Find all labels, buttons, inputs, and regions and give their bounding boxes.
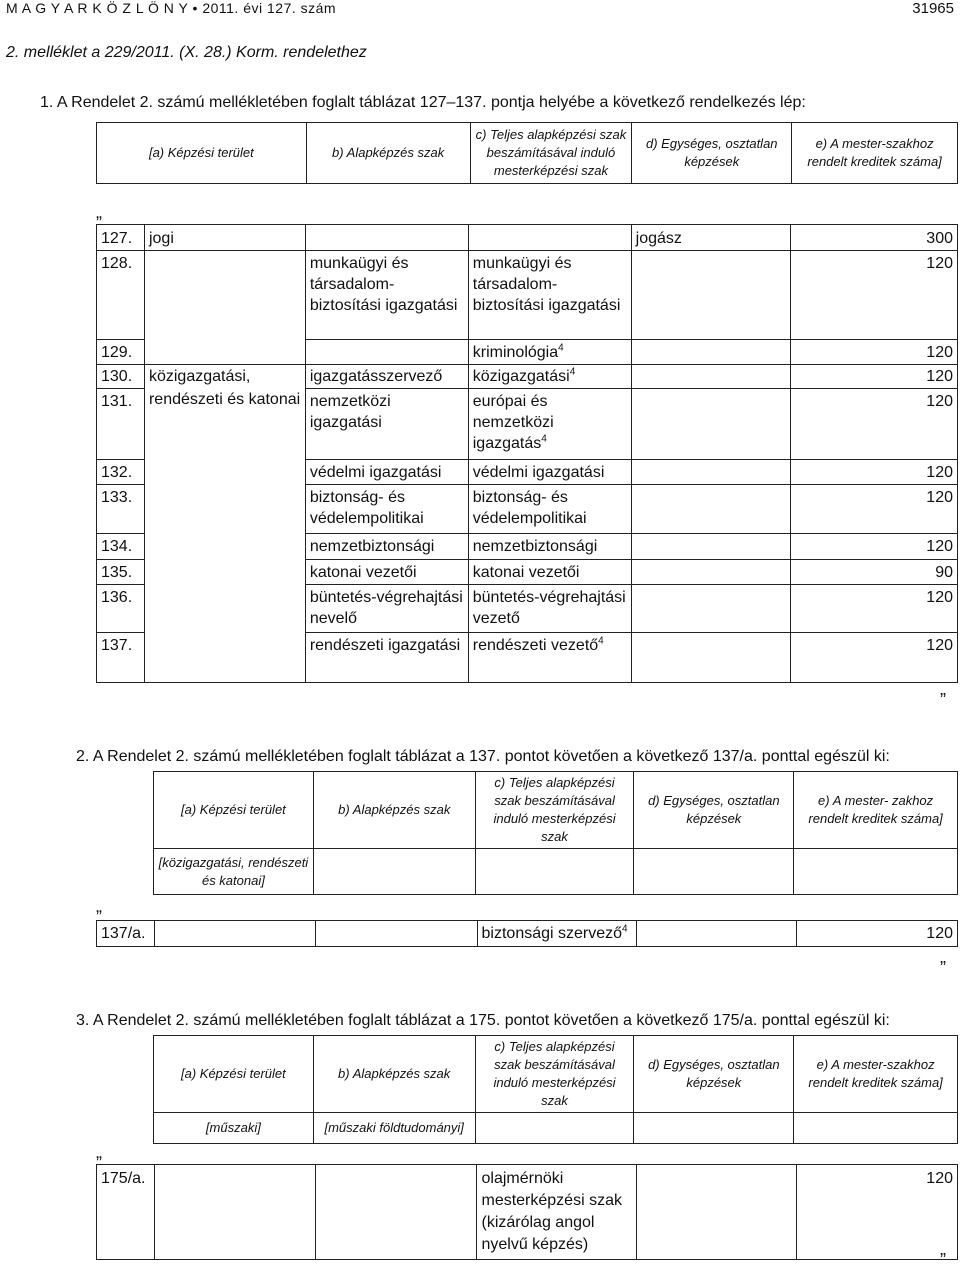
cell-integrated xyxy=(631,560,791,585)
section2-text: 2. A Rendelet 2. számú mellékletében foglalt táblázat a 137. pontot követően a következő 137/a. ponttal egészül ki: xyxy=(76,748,890,765)
row-number: 137/a. xyxy=(97,921,155,947)
cell-bachelor: nemzetbiztonsági xyxy=(305,534,468,560)
row-number: 137. xyxy=(97,633,145,683)
context-empty xyxy=(794,1113,958,1144)
header-col-b: b) Alapképzés szak xyxy=(313,772,475,849)
page-number: 31965 xyxy=(912,0,954,17)
cell-credits: 120 xyxy=(791,633,958,683)
cell-bachelor: büntetés-végrehajtási nevelő xyxy=(305,585,468,633)
close-quote: ” xyxy=(940,690,946,710)
section3-text: 3. A Rendelet 2. számú mellékletében foglalt táblázat a 175. pontot követően a következő 175/a. ponttal egészül ki: xyxy=(76,1012,890,1029)
cell-empty xyxy=(154,1165,315,1260)
footnote-ref: 4 xyxy=(569,366,576,378)
header-col-c: c) Teljes alapképzési szak beszámításával induló mesterképzési szak xyxy=(470,123,632,184)
cell-credits: 120 xyxy=(791,340,958,365)
cell-credits: 120 xyxy=(791,389,958,460)
cell-master xyxy=(468,365,631,389)
row-number: 128. xyxy=(97,251,145,340)
cell-credits: 120 xyxy=(791,365,958,389)
cell-field xyxy=(144,585,305,633)
header-col-b: b) Alapképzés szak xyxy=(306,123,470,184)
table-row xyxy=(97,921,958,947)
cell-integrated xyxy=(631,633,791,683)
cell-empty xyxy=(315,921,477,947)
context-empty xyxy=(313,849,475,895)
header-col-c: c) Teljes alapképzési szak beszámításával induló mesterképzési szak xyxy=(475,772,634,849)
section3-header-table xyxy=(153,1035,958,1144)
cell-credits: 120 xyxy=(797,921,958,947)
section3-data-table xyxy=(96,1164,958,1260)
cell-integrated xyxy=(631,585,791,633)
header-col-d: d) Egységes, osztatlan képzések xyxy=(634,772,794,849)
cell-field: rendészeti és katonai xyxy=(144,389,305,460)
open-quote: „ xyxy=(96,896,102,916)
cell-integrated xyxy=(637,1165,797,1260)
row-number: 135. xyxy=(97,560,145,585)
cell-master xyxy=(477,921,637,947)
context-bachelor: [műszaki földtudományi] xyxy=(313,1113,475,1144)
cell-integrated xyxy=(631,389,791,460)
row-number: 136. xyxy=(97,585,145,633)
cell-integrated xyxy=(637,921,797,947)
cell-credits: 120 xyxy=(791,585,958,633)
row-number: 175/a. xyxy=(97,1165,155,1260)
master-name: rendészeti vezető xyxy=(472,637,599,654)
row-number: 129. xyxy=(97,340,145,365)
cell-master: munkaügyi és társadalom-biztosítási igazgatási xyxy=(468,251,631,340)
section1-text: 1. A Rendelet 2. számú mellékletében foglalt táblázat 127–137. pontja helyébe a következő rendelkezés lép: xyxy=(40,94,806,111)
cell-credits: 120 xyxy=(791,251,958,340)
cell-empty xyxy=(315,1165,477,1260)
cell-credits: 300 xyxy=(791,225,958,251)
header-col-a: [a) Képzési terület xyxy=(154,772,314,849)
cell-credits: 90 xyxy=(791,560,958,585)
cell-field: jogi xyxy=(144,225,305,251)
header-col-d: d) Egységes, osztatlan képzések xyxy=(634,1036,794,1113)
cell-credits: 120 xyxy=(791,460,958,485)
cell-bachelor: igazgatásszervező xyxy=(305,365,468,389)
cell-bachelor: rendészeti igazgatási xyxy=(305,633,468,683)
cell-integrated xyxy=(631,460,791,485)
header-bullet: • xyxy=(192,0,198,16)
journal-header xyxy=(6,0,336,16)
row-number: 131. xyxy=(97,389,145,460)
cell-master: büntetés-végrehajtási vezető xyxy=(468,585,631,633)
cell-field xyxy=(144,560,305,585)
table-row xyxy=(97,340,958,365)
master-name: európai és nemzetközi igazgatás xyxy=(472,393,554,452)
row-number: 133. xyxy=(97,485,145,534)
row-number: 127. xyxy=(97,225,145,251)
cell-bachelor: katonai vezetői xyxy=(305,560,468,585)
context-empty xyxy=(634,849,794,895)
master-name: közigazgatási xyxy=(472,368,570,385)
header-col-e: e) A mester-szakhoz rendelt kreditek száma] xyxy=(792,123,958,184)
cell-master: olajmérnöki mesterképzési szak (kizárólag angol nyelvű képzés) xyxy=(477,1165,637,1260)
table-row xyxy=(97,389,958,460)
master-name: biztonsági szervező xyxy=(481,925,623,942)
header-col-d: d) Egységes, osztatlan képzések xyxy=(632,123,792,184)
header-col-a: [a) Képzési terület xyxy=(154,1036,314,1113)
cell-credits: 120 xyxy=(797,1165,958,1260)
table-row xyxy=(97,1165,958,1260)
section1-data-table xyxy=(96,224,958,683)
header-col-b: b) Alapképzés szak xyxy=(313,1036,475,1113)
cell-bachelor: nemzetközi igazgatási xyxy=(305,389,468,460)
cell-bachelor: munkaügyi és társadalom-biztosítási igazgatási xyxy=(305,251,468,340)
section2-data-table xyxy=(96,920,958,947)
journal-name: M A G Y A R K Ö Z L Ö N Y xyxy=(6,0,189,16)
context-empty xyxy=(794,849,958,895)
cell-credits: 120 xyxy=(791,534,958,560)
master-name: kriminológia xyxy=(472,344,559,361)
row-number: 130. xyxy=(97,365,145,389)
table-row xyxy=(97,534,958,560)
header-col-e: e) A mester-szakhoz rendelt kreditek száma] xyxy=(794,1036,958,1113)
annex-title: 2. melléklet a 229/2011. (X. 28.) Korm. rendelethez xyxy=(6,44,367,61)
cell-bachelor: biztonság- és védelempolitikai xyxy=(305,485,468,534)
cell-field xyxy=(144,251,305,340)
open-quote: „ xyxy=(96,1142,102,1162)
cell-integrated xyxy=(631,365,791,389)
footnote-ref: 4 xyxy=(598,635,604,647)
issue-label: 2011. évi 127. szám xyxy=(202,0,337,16)
context-field: [közigazgatási, rendészeti és katonai] xyxy=(154,849,314,895)
footnote-ref: 4 xyxy=(558,342,564,354)
cell-master xyxy=(468,225,631,251)
section1-header-table xyxy=(96,122,958,184)
cell-master: nemzetbiztonsági xyxy=(468,534,631,560)
cell-field xyxy=(144,534,305,560)
cell-master xyxy=(468,389,631,460)
table-row xyxy=(97,460,958,485)
context-field: [műszaki] xyxy=(154,1113,314,1144)
close-quote: ” xyxy=(940,1250,946,1270)
table-row xyxy=(97,251,958,340)
table-row xyxy=(97,585,958,633)
cell-bachelor xyxy=(154,921,315,947)
cell-integrated xyxy=(631,251,791,340)
cell-master xyxy=(468,340,631,365)
cell-field xyxy=(144,340,305,365)
table-row xyxy=(97,560,958,585)
section2-header-table xyxy=(153,771,958,895)
cell-bachelor xyxy=(305,225,468,251)
cell-bachelor xyxy=(305,340,468,365)
header-col-e: e) A mester- zakhoz rendelt kreditek száma] xyxy=(794,772,958,849)
table-row xyxy=(97,633,958,683)
context-empty xyxy=(475,1113,634,1144)
cell-master: védelmi igazgatási xyxy=(468,460,631,485)
header-col-a: [a) Képzési terület xyxy=(97,123,307,184)
cell-master xyxy=(468,633,631,683)
table-row xyxy=(97,365,958,389)
cell-integrated xyxy=(631,485,791,534)
cell-master: katonai vezetői xyxy=(468,560,631,585)
close-quote: ” xyxy=(940,958,946,978)
cell-field xyxy=(144,485,305,534)
table-row xyxy=(97,485,958,534)
cell-integrated: jogász xyxy=(631,225,791,251)
context-empty xyxy=(475,849,634,895)
cell-field xyxy=(144,633,305,683)
cell-field xyxy=(144,460,305,485)
table-row xyxy=(97,225,958,251)
footnote-ref: 4 xyxy=(541,433,547,445)
context-empty xyxy=(634,1113,794,1144)
header-col-c: c) Teljes alapképzési szak beszámításával induló mesterképzési szak xyxy=(475,1036,634,1113)
cell-master: biztonság- és védelempolitikai xyxy=(468,485,631,534)
footnote-ref: 4 xyxy=(622,923,628,935)
cell-credits: 120 xyxy=(791,485,958,534)
row-number: 132. xyxy=(97,460,145,485)
row-number: 134. xyxy=(97,534,145,560)
cell-field: közigazgatási, xyxy=(144,365,305,389)
cell-bachelor: védelmi igazgatási xyxy=(305,460,468,485)
open-quote: „ xyxy=(96,202,102,222)
cell-integrated xyxy=(631,340,791,365)
cell-integrated xyxy=(631,534,791,560)
